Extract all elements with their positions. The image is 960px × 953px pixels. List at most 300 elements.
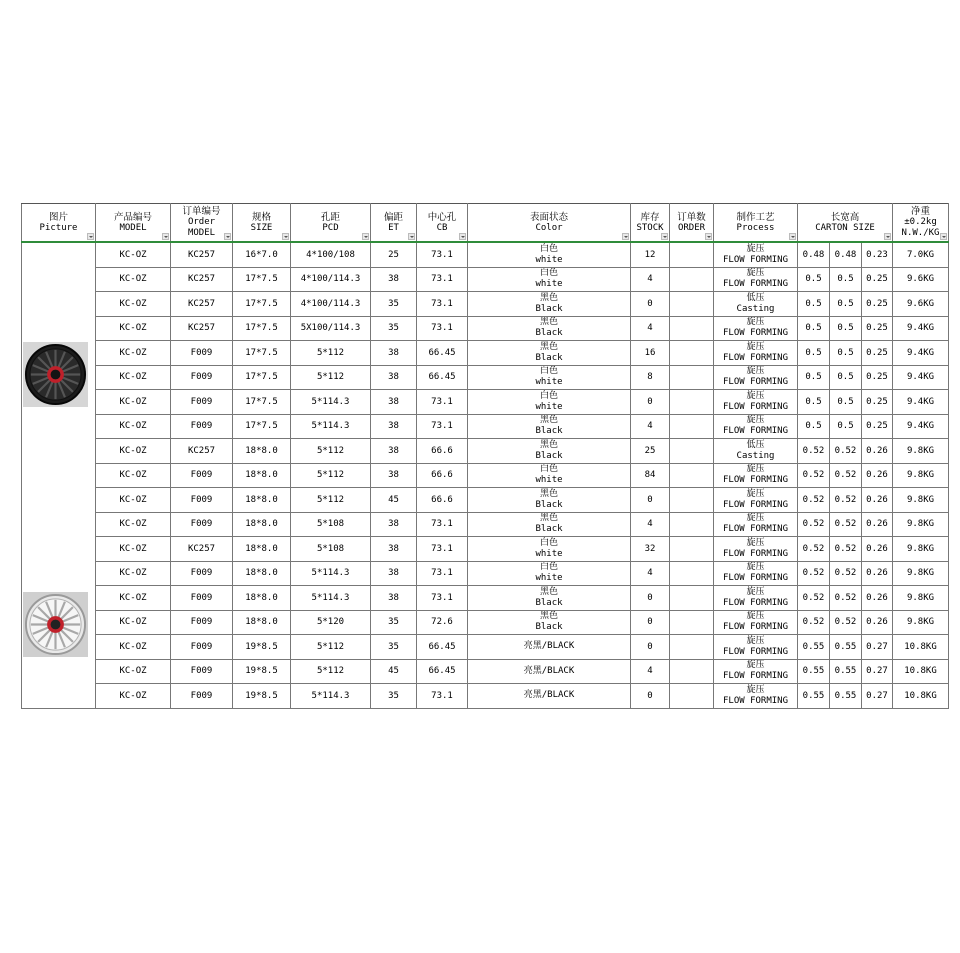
stock-cell[interactable]: 0: [631, 635, 670, 660]
order-model-cell[interactable]: F009: [171, 684, 233, 709]
size-cell[interactable]: 19*8.5: [233, 635, 291, 660]
table-row[interactable]: [22, 684, 949, 709]
cb-cell[interactable]: 73.1: [417, 390, 468, 415]
order-model-cell[interactable]: KC257: [171, 292, 233, 317]
net-weight-cell[interactable]: 9.6KG: [893, 292, 949, 317]
order-model-cell[interactable]: F009: [171, 414, 233, 439]
process-cell[interactable]: 旋压 FLOW FORMING: [714, 537, 798, 562]
process-cell[interactable]: 旋压 FLOW FORMING: [714, 684, 798, 709]
order-qty-cell[interactable]: [670, 365, 714, 390]
pcd-cell[interactable]: 4*100/114.3: [291, 292, 371, 317]
pcd-cell[interactable]: 5X100/114.3: [291, 316, 371, 341]
et-cell[interactable]: 35: [371, 610, 417, 635]
stock-cell[interactable]: 25: [631, 439, 670, 464]
net-weight-cell[interactable]: 7.0KG: [893, 242, 949, 267]
size-cell[interactable]: 19*8.5: [233, 684, 291, 709]
carton-height-cell[interactable]: 0.25: [862, 390, 893, 415]
net-weight-cell[interactable]: 9.8KG: [893, 537, 949, 562]
color-cell[interactable]: 黑色 Black: [468, 512, 631, 537]
net-weight-cell[interactable]: 10.8KG: [893, 659, 949, 684]
stock-cell[interactable]: 4: [631, 512, 670, 537]
process-cell[interactable]: 旋压 FLOW FORMING: [714, 659, 798, 684]
net-weight-cell[interactable]: 10.8KG: [893, 684, 949, 709]
pcd-cell[interactable]: 5*114.3: [291, 561, 371, 586]
size-cell[interactable]: 18*8.0: [233, 586, 291, 611]
et-cell[interactable]: 38: [371, 414, 417, 439]
header-order-model[interactable]: 订单编号 Order MODEL: [171, 204, 233, 243]
table-row[interactable]: [22, 414, 949, 439]
carton-height-cell[interactable]: 0.26: [862, 488, 893, 513]
order-qty-cell[interactable]: [670, 610, 714, 635]
model-cell[interactable]: KC-OZ: [96, 635, 171, 660]
filter-dropdown-icon[interactable]: [459, 233, 466, 240]
process-cell[interactable]: 旋压 FLOW FORMING: [714, 341, 798, 366]
model-cell[interactable]: KC-OZ: [96, 586, 171, 611]
pcd-cell[interactable]: 5*114.3: [291, 390, 371, 415]
carton-width-cell[interactable]: 0.52: [830, 439, 862, 464]
size-cell[interactable]: 18*8.0: [233, 488, 291, 513]
cb-cell[interactable]: 73.1: [417, 242, 468, 267]
color-cell[interactable]: 白色 white: [468, 242, 631, 267]
carton-height-cell[interactable]: 0.26: [862, 512, 893, 537]
color-cell[interactable]: 黑色 Black: [468, 414, 631, 439]
et-cell[interactable]: 38: [371, 390, 417, 415]
carton-width-cell[interactable]: 0.52: [830, 586, 862, 611]
table-row[interactable]: [22, 610, 949, 635]
cb-cell[interactable]: 66.45: [417, 341, 468, 366]
model-cell[interactable]: KC-OZ: [96, 488, 171, 513]
header-stock[interactable]: 库存 STOCK: [631, 204, 670, 243]
pcd-cell[interactable]: 5*114.3: [291, 586, 371, 611]
color-cell[interactable]: 黑色 Black: [468, 610, 631, 635]
process-cell[interactable]: 旋压 FLOW FORMING: [714, 635, 798, 660]
carton-width-cell[interactable]: 0.52: [830, 463, 862, 488]
header-process[interactable]: 制作工艺 Process: [714, 204, 798, 243]
color-cell[interactable]: 亮黑/BLACK: [468, 635, 631, 660]
order-qty-cell[interactable]: [670, 684, 714, 709]
pcd-cell[interactable]: 5*108: [291, 537, 371, 562]
stock-cell[interactable]: 0: [631, 292, 670, 317]
filter-dropdown-icon[interactable]: [940, 233, 947, 240]
color-cell[interactable]: 黑色 Black: [468, 586, 631, 611]
color-cell[interactable]: 黑色 Black: [468, 316, 631, 341]
cb-cell[interactable]: 73.1: [417, 537, 468, 562]
cb-cell[interactable]: 73.1: [417, 292, 468, 317]
carton-length-cell[interactable]: 0.5: [798, 414, 830, 439]
size-cell[interactable]: 17*7.5: [233, 390, 291, 415]
order-model-cell[interactable]: F009: [171, 341, 233, 366]
table-row[interactable]: [22, 292, 949, 317]
order-qty-cell[interactable]: [670, 659, 714, 684]
carton-length-cell[interactable]: 0.52: [798, 512, 830, 537]
et-cell[interactable]: 45: [371, 659, 417, 684]
net-weight-cell[interactable]: 9.4KG: [893, 341, 949, 366]
carton-height-cell[interactable]: 0.27: [862, 684, 893, 709]
filter-dropdown-icon[interactable]: [87, 233, 94, 240]
process-cell[interactable]: 旋压 FLOW FORMING: [714, 561, 798, 586]
model-cell[interactable]: KC-OZ: [96, 242, 171, 267]
table-row[interactable]: [22, 267, 949, 292]
model-cell[interactable]: KC-OZ: [96, 316, 171, 341]
et-cell[interactable]: 38: [371, 463, 417, 488]
carton-length-cell[interactable]: 0.52: [798, 561, 830, 586]
carton-height-cell[interactable]: 0.26: [862, 561, 893, 586]
table-row[interactable]: [22, 537, 949, 562]
carton-width-cell[interactable]: 0.52: [830, 537, 862, 562]
pcd-cell[interactable]: 5*112: [291, 365, 371, 390]
et-cell[interactable]: 38: [371, 561, 417, 586]
carton-width-cell[interactable]: 0.5: [830, 365, 862, 390]
model-cell[interactable]: KC-OZ: [96, 390, 171, 415]
model-cell[interactable]: KC-OZ: [96, 341, 171, 366]
order-model-cell[interactable]: F009: [171, 390, 233, 415]
size-cell[interactable]: 18*8.0: [233, 561, 291, 586]
stock-cell[interactable]: 4: [631, 267, 670, 292]
carton-width-cell[interactable]: 0.5: [830, 267, 862, 292]
carton-height-cell[interactable]: 0.23: [862, 242, 893, 267]
carton-height-cell[interactable]: 0.26: [862, 439, 893, 464]
et-cell[interactable]: 38: [371, 267, 417, 292]
cb-cell[interactable]: 73.1: [417, 586, 468, 611]
process-cell[interactable]: 旋压 FLOW FORMING: [714, 488, 798, 513]
carton-length-cell[interactable]: 0.5: [798, 267, 830, 292]
process-cell[interactable]: 旋压 FLOW FORMING: [714, 414, 798, 439]
net-weight-cell[interactable]: 9.8KG: [893, 586, 949, 611]
cb-cell[interactable]: 73.1: [417, 316, 468, 341]
carton-height-cell[interactable]: 0.26: [862, 463, 893, 488]
carton-length-cell[interactable]: 0.52: [798, 488, 830, 513]
carton-length-cell[interactable]: 0.5: [798, 341, 830, 366]
table-row[interactable]: [22, 341, 949, 366]
color-cell[interactable]: 黑色 Black: [468, 341, 631, 366]
filter-dropdown-icon[interactable]: [884, 233, 891, 240]
net-weight-cell[interactable]: 9.8KG: [893, 512, 949, 537]
et-cell[interactable]: 45: [371, 488, 417, 513]
pcd-cell[interactable]: 4*100/114.3: [291, 267, 371, 292]
carton-length-cell[interactable]: 0.52: [798, 586, 830, 611]
stock-cell[interactable]: 0: [631, 586, 670, 611]
pcd-cell[interactable]: 4*100/108: [291, 242, 371, 267]
carton-length-cell[interactable]: 0.52: [798, 537, 830, 562]
header-order[interactable]: 订单数 ORDER: [670, 204, 714, 243]
order-qty-cell[interactable]: [670, 316, 714, 341]
model-cell[interactable]: KC-OZ: [96, 537, 171, 562]
table-row[interactable]: [22, 488, 949, 513]
carton-length-cell[interactable]: 0.52: [798, 463, 830, 488]
et-cell[interactable]: 38: [371, 586, 417, 611]
stock-cell[interactable]: 12: [631, 242, 670, 267]
size-cell[interactable]: 18*8.0: [233, 439, 291, 464]
stock-cell[interactable]: 8: [631, 365, 670, 390]
size-cell[interactable]: 17*7.5: [233, 341, 291, 366]
color-cell[interactable]: 亮黑/BLACK: [468, 684, 631, 709]
model-cell[interactable]: KC-OZ: [96, 512, 171, 537]
net-weight-cell[interactable]: 9.4KG: [893, 414, 949, 439]
et-cell[interactable]: 38: [371, 365, 417, 390]
net-weight-cell[interactable]: 9.8KG: [893, 488, 949, 513]
net-weight-cell[interactable]: 9.8KG: [893, 463, 949, 488]
et-cell[interactable]: 35: [371, 316, 417, 341]
filter-dropdown-icon[interactable]: [224, 233, 231, 240]
carton-width-cell[interactable]: 0.52: [830, 488, 862, 513]
pcd-cell[interactable]: 5*112: [291, 488, 371, 513]
carton-height-cell[interactable]: 0.25: [862, 316, 893, 341]
cb-cell[interactable]: 73.1: [417, 512, 468, 537]
et-cell[interactable]: 38: [371, 439, 417, 464]
cb-cell[interactable]: 73.1: [417, 684, 468, 709]
order-qty-cell[interactable]: [670, 414, 714, 439]
order-qty-cell[interactable]: [670, 242, 714, 267]
header-pcd[interactable]: 孔距 PCD: [291, 204, 371, 243]
carton-height-cell[interactable]: 0.27: [862, 659, 893, 684]
process-cell[interactable]: 旋压 FLOW FORMING: [714, 242, 798, 267]
pcd-cell[interactable]: 5*114.3: [291, 414, 371, 439]
pcd-cell[interactable]: 5*108: [291, 512, 371, 537]
filter-dropdown-icon[interactable]: [622, 233, 629, 240]
order-model-cell[interactable]: F009: [171, 365, 233, 390]
order-model-cell[interactable]: F009: [171, 463, 233, 488]
process-cell[interactable]: 旋压 FLOW FORMING: [714, 316, 798, 341]
model-cell[interactable]: KC-OZ: [96, 561, 171, 586]
carton-width-cell[interactable]: 0.52: [830, 610, 862, 635]
color-cell[interactable]: 黑色 Black: [468, 488, 631, 513]
color-cell[interactable]: 白色 white: [468, 390, 631, 415]
cb-cell[interactable]: 66.6: [417, 488, 468, 513]
net-weight-cell[interactable]: 9.8KG: [893, 439, 949, 464]
size-cell[interactable]: 17*7.5: [233, 292, 291, 317]
color-cell[interactable]: 白色 white: [468, 365, 631, 390]
order-qty-cell[interactable]: [670, 537, 714, 562]
cb-cell[interactable]: 66.6: [417, 463, 468, 488]
order-model-cell[interactable]: F009: [171, 610, 233, 635]
filter-dropdown-icon[interactable]: [661, 233, 668, 240]
carton-height-cell[interactable]: 0.26: [862, 610, 893, 635]
stock-cell[interactable]: 84: [631, 463, 670, 488]
pcd-cell[interactable]: 5*112: [291, 439, 371, 464]
model-cell[interactable]: KC-OZ: [96, 414, 171, 439]
order-qty-cell[interactable]: [670, 267, 714, 292]
model-cell[interactable]: KC-OZ: [96, 292, 171, 317]
et-cell[interactable]: 38: [371, 512, 417, 537]
size-cell[interactable]: 18*8.0: [233, 463, 291, 488]
carton-width-cell[interactable]: 0.55: [830, 635, 862, 660]
size-cell[interactable]: 18*8.0: [233, 610, 291, 635]
color-cell[interactable]: 白色 white: [468, 537, 631, 562]
order-model-cell[interactable]: KC257: [171, 537, 233, 562]
et-cell[interactable]: 35: [371, 292, 417, 317]
net-weight-cell[interactable]: 9.4KG: [893, 316, 949, 341]
table-row[interactable]: [22, 242, 949, 267]
stock-cell[interactable]: 0: [631, 488, 670, 513]
process-cell[interactable]: 旋压 FLOW FORMING: [714, 512, 798, 537]
process-cell[interactable]: 旋压 FLOW FORMING: [714, 586, 798, 611]
table-row[interactable]: [22, 463, 949, 488]
table-row[interactable]: [22, 439, 949, 464]
carton-width-cell[interactable]: 0.52: [830, 512, 862, 537]
carton-width-cell[interactable]: 0.55: [830, 659, 862, 684]
order-model-cell[interactable]: F009: [171, 512, 233, 537]
process-cell[interactable]: 低压 Casting: [714, 292, 798, 317]
order-model-cell[interactable]: F009: [171, 586, 233, 611]
order-model-cell[interactable]: F009: [171, 635, 233, 660]
net-weight-cell[interactable]: 10.8KG: [893, 635, 949, 660]
cb-cell[interactable]: 73.1: [417, 561, 468, 586]
stock-cell[interactable]: 4: [631, 414, 670, 439]
pcd-cell[interactable]: 5*112: [291, 659, 371, 684]
table-row[interactable]: [22, 561, 949, 586]
et-cell[interactable]: 35: [371, 684, 417, 709]
table-row[interactable]: [22, 512, 949, 537]
size-cell[interactable]: 17*7.5: [233, 316, 291, 341]
carton-width-cell[interactable]: 0.48: [830, 242, 862, 267]
order-qty-cell[interactable]: [670, 341, 714, 366]
size-cell[interactable]: 17*7.5: [233, 267, 291, 292]
net-weight-cell[interactable]: 9.6KG: [893, 267, 949, 292]
header-carton-size[interactable]: 长宽高 CARTON SIZE: [798, 204, 893, 243]
model-cell[interactable]: KC-OZ: [96, 659, 171, 684]
stock-cell[interactable]: 16: [631, 341, 670, 366]
carton-width-cell[interactable]: 0.55: [830, 684, 862, 709]
process-cell[interactable]: 旋压 FLOW FORMING: [714, 365, 798, 390]
order-model-cell[interactable]: F009: [171, 488, 233, 513]
table-row[interactable]: [22, 635, 949, 660]
stock-cell[interactable]: 0: [631, 390, 670, 415]
process-cell[interactable]: 低压 Casting: [714, 439, 798, 464]
table-row[interactable]: [22, 659, 949, 684]
cb-cell[interactable]: 66.6: [417, 439, 468, 464]
pcd-cell[interactable]: 5*112: [291, 635, 371, 660]
process-cell[interactable]: 旋压 FLOW FORMING: [714, 267, 798, 292]
color-cell[interactable]: 白色 white: [468, 561, 631, 586]
carton-width-cell[interactable]: 0.5: [830, 316, 862, 341]
filter-dropdown-icon[interactable]: [789, 233, 796, 240]
model-cell[interactable]: KC-OZ: [96, 267, 171, 292]
pcd-cell[interactable]: 5*114.3: [291, 684, 371, 709]
size-cell[interactable]: 19*8.5: [233, 659, 291, 684]
order-qty-cell[interactable]: [670, 439, 714, 464]
order-qty-cell[interactable]: [670, 463, 714, 488]
et-cell[interactable]: 25: [371, 242, 417, 267]
order-model-cell[interactable]: KC257: [171, 242, 233, 267]
carton-length-cell[interactable]: 0.5: [798, 292, 830, 317]
et-cell[interactable]: 38: [371, 341, 417, 366]
order-model-cell[interactable]: F009: [171, 561, 233, 586]
header-size[interactable]: 规格 SIZE: [233, 204, 291, 243]
order-qty-cell[interactable]: [670, 488, 714, 513]
carton-length-cell[interactable]: 0.52: [798, 439, 830, 464]
filter-dropdown-icon[interactable]: [408, 233, 415, 240]
cb-cell[interactable]: 66.45: [417, 635, 468, 660]
stock-cell[interactable]: 32: [631, 537, 670, 562]
table-row[interactable]: [22, 316, 949, 341]
carton-width-cell[interactable]: 0.5: [830, 414, 862, 439]
order-qty-cell[interactable]: [670, 561, 714, 586]
carton-height-cell[interactable]: 0.26: [862, 537, 893, 562]
color-cell[interactable]: 亮黑/BLACK: [468, 659, 631, 684]
order-model-cell[interactable]: F009: [171, 659, 233, 684]
color-cell[interactable]: 黑色 Black: [468, 292, 631, 317]
model-cell[interactable]: KC-OZ: [96, 365, 171, 390]
header-et[interactable]: 偏距 ET: [371, 204, 417, 243]
carton-height-cell[interactable]: 0.27: [862, 635, 893, 660]
table-row[interactable]: [22, 390, 949, 415]
carton-height-cell[interactable]: 0.26: [862, 586, 893, 611]
table-row[interactable]: [22, 586, 949, 611]
order-qty-cell[interactable]: [670, 635, 714, 660]
pcd-cell[interactable]: 5*112: [291, 463, 371, 488]
header-picture[interactable]: 图片 Picture: [22, 204, 96, 243]
order-model-cell[interactable]: KC257: [171, 439, 233, 464]
cb-cell[interactable]: 73.1: [417, 267, 468, 292]
carton-length-cell[interactable]: 0.55: [798, 684, 830, 709]
net-weight-cell[interactable]: 9.8KG: [893, 561, 949, 586]
stock-cell[interactable]: 0: [631, 684, 670, 709]
carton-height-cell[interactable]: 0.25: [862, 414, 893, 439]
carton-length-cell[interactable]: 0.52: [798, 610, 830, 635]
color-cell[interactable]: 白色 white: [468, 267, 631, 292]
size-cell[interactable]: 18*8.0: [233, 537, 291, 562]
carton-width-cell[interactable]: 0.5: [830, 292, 862, 317]
size-cell[interactable]: 17*7.5: [233, 365, 291, 390]
cb-cell[interactable]: 66.45: [417, 659, 468, 684]
process-cell[interactable]: 旋压 FLOW FORMING: [714, 463, 798, 488]
order-qty-cell[interactable]: [670, 512, 714, 537]
header-color[interactable]: 表面状态 Color: [468, 204, 631, 243]
carton-height-cell[interactable]: 0.25: [862, 365, 893, 390]
carton-height-cell[interactable]: 0.25: [862, 341, 893, 366]
carton-height-cell[interactable]: 0.25: [862, 267, 893, 292]
size-cell[interactable]: 16*7.0: [233, 242, 291, 267]
color-cell[interactable]: 白色 white: [468, 463, 631, 488]
pcd-cell[interactable]: 5*112: [291, 341, 371, 366]
net-weight-cell[interactable]: 9.4KG: [893, 390, 949, 415]
order-qty-cell[interactable]: [670, 292, 714, 317]
carton-width-cell[interactable]: 0.5: [830, 341, 862, 366]
process-cell[interactable]: 旋压 FLOW FORMING: [714, 390, 798, 415]
carton-length-cell[interactable]: 0.5: [798, 365, 830, 390]
et-cell[interactable]: 38: [371, 537, 417, 562]
et-cell[interactable]: 35: [371, 635, 417, 660]
header-net-weight[interactable]: 净重 ±0.2kg N.W./KG: [893, 204, 949, 243]
color-cell[interactable]: 黑色 Black: [468, 439, 631, 464]
carton-length-cell[interactable]: 0.48: [798, 242, 830, 267]
order-model-cell[interactable]: KC257: [171, 316, 233, 341]
order-model-cell[interactable]: KC257: [171, 267, 233, 292]
carton-length-cell[interactable]: 0.55: [798, 659, 830, 684]
net-weight-cell[interactable]: 9.4KG: [893, 365, 949, 390]
cb-cell[interactable]: 73.1: [417, 414, 468, 439]
carton-length-cell[interactable]: 0.5: [798, 390, 830, 415]
order-qty-cell[interactable]: [670, 586, 714, 611]
size-cell[interactable]: 17*7.5: [233, 414, 291, 439]
filter-dropdown-icon[interactable]: [162, 233, 169, 240]
header-model[interactable]: 产品编号 MODEL: [96, 204, 171, 243]
carton-height-cell[interactable]: 0.25: [862, 292, 893, 317]
model-cell[interactable]: KC-OZ: [96, 684, 171, 709]
carton-width-cell[interactable]: 0.5: [830, 390, 862, 415]
filter-dropdown-icon[interactable]: [362, 233, 369, 240]
stock-cell[interactable]: 0: [631, 610, 670, 635]
cb-cell[interactable]: 72.6: [417, 610, 468, 635]
order-qty-cell[interactable]: [670, 390, 714, 415]
stock-cell[interactable]: 4: [631, 659, 670, 684]
stock-cell[interactable]: 4: [631, 316, 670, 341]
net-weight-cell[interactable]: 9.8KG: [893, 610, 949, 635]
filter-dropdown-icon[interactable]: [282, 233, 289, 240]
size-cell[interactable]: 18*8.0: [233, 512, 291, 537]
pcd-cell[interactable]: 5*120: [291, 610, 371, 635]
table-row[interactable]: [22, 365, 949, 390]
